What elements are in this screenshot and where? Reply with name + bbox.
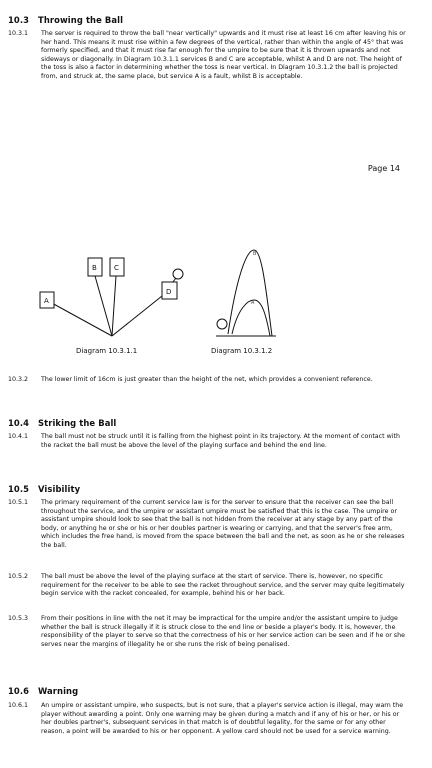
section-title: Visibility xyxy=(38,484,81,494)
paragraph-number: 10.5.3 xyxy=(8,615,29,622)
section-title: Warning xyxy=(38,686,79,696)
paragraph-text: From their positions in line with the net it may be impractical for the umpire and/or the assistant umpire to judge whether the ball is struck illegally if it is struck close to the end line or beside a player's body. It is, however, the responsibility of the player to serve so that the correctness of his or her service action can be seen and if he or she serves near the margins of illegality he or she runs the risk of being penalised. xyxy=(41,615,405,648)
paragraph-number: 10.5.2 xyxy=(8,573,29,580)
section-number: 10.3 xyxy=(8,15,30,25)
section-heading-10-6 xyxy=(8,686,78,696)
section-heading-10-4 xyxy=(8,418,116,428)
ball-circle xyxy=(173,269,183,279)
label-a: A xyxy=(44,297,49,305)
section-number: 10.6 xyxy=(8,686,30,696)
diagram-10-3-1-2 xyxy=(216,250,276,336)
trajectory-a xyxy=(50,302,112,336)
trajectory-c xyxy=(112,276,116,336)
paragraph-10-5-2 xyxy=(8,573,406,599)
section-heading-10-3 xyxy=(8,15,123,25)
diagram-caption-1: Diagram 10.3.1.1 xyxy=(76,347,138,355)
section-title: Throwing the Ball xyxy=(38,15,124,25)
paragraph-number: 10.5.1 xyxy=(8,499,29,506)
label-b-2: B xyxy=(253,251,257,257)
paragraph-text: The ball must be above the level of the playing surface at the start of service. There is, however, no specific requirement for the receiver to be able to see the racket throughout service, and the server may quite legitimately begin service with the racket concealed, for example, behind his or her back. xyxy=(41,573,405,598)
section-title: Striking the Ball xyxy=(38,418,117,428)
paragraph-number: 10.6.1 xyxy=(8,702,29,709)
label-d: D xyxy=(166,288,172,296)
diagram-caption-2: Diagram 10.3.1.2 xyxy=(211,347,273,355)
section-heading-10-5 xyxy=(8,484,80,494)
paragraph-10-6-1 xyxy=(8,702,406,736)
paragraph-number: 10.4.1 xyxy=(8,433,29,440)
paragraph-text: The primary requirement of the current service law is for the server to ensure that the receiver can see the ball throughout the service, and the umpire or assistant umpire must be satisfied that this is the case. The umpire or assistant umpire should look to see that the ball is not hidden from the receiver at any stage by any part of the body, or anything he or she or his or her doubles partner is wearing or carrying, and that the server's free arm, which includes the free hand, is moved from the space between the ball and the net, as soon as he or she releases the ball. xyxy=(41,499,405,549)
paragraph-10-4-1 xyxy=(8,433,406,450)
paragraph-text: The lower limit of 16cm is just greater than the height of the net, which provides a convenient reference. xyxy=(41,376,373,383)
paragraph-10-5-1 xyxy=(8,499,406,551)
paragraph-10-3-2 xyxy=(8,376,406,385)
label-b: B xyxy=(92,264,97,272)
trajectory-b xyxy=(95,276,112,336)
page-number: Page 14 xyxy=(367,164,400,173)
paragraph-number: 10.3.1 xyxy=(8,30,29,37)
label-a-2: A xyxy=(251,300,255,306)
ball-circle-2 xyxy=(217,319,227,329)
paragraph-text: The server is required to throw the ball "near vertically" upwards and it must rise at least 16 cm after leaving his or her hand. This means it must rise within a few degrees of the vertical, rather than within the angle of 45° that was formerly specified, and that it must rise far enough for the umpire to be sure that it is thrown upwards and not sideways or diagonally. In Diagram 10.3.1.1 services B and C are acceptable, whilst A and D are not. The height of the toss is also a factor in determining whether the toss is near vertical. In Diagram 10.3.1.2 the ball is projected from, and struck at, the same place, but service A is a fault, whilst B is acceptable. xyxy=(41,30,406,80)
trajectory-d xyxy=(112,296,162,336)
paragraph-10-5-3 xyxy=(8,615,406,649)
section-number: 10.5 xyxy=(8,484,30,494)
paragraph-text: An umpire or assistant umpire, who suspects, but is not sure, that a player's service action is illegal, may warn the player without awarding a point. Only one warning may be given during a match and if any of his or her, or his or her doubles partner's, subsequent services in that match is of doubtful legality, for the same or for any other reason, a point will be awarded to his or her opponent. A yellow card should not be used for a service warning. xyxy=(41,702,404,735)
paragraph-number: 10.3.2 xyxy=(8,376,29,383)
label-c: C xyxy=(114,264,119,272)
section-number: 10.4 xyxy=(8,418,30,428)
diagram-10-3-1-1 xyxy=(40,258,183,336)
paragraph-10-3-1 xyxy=(8,30,406,82)
paragraph-text: The ball must not be struck until it is falling from the highest point in its trajectory. At the moment of contact with the racket the ball must be above the level of the playing surface and behind the end line. xyxy=(41,433,400,449)
